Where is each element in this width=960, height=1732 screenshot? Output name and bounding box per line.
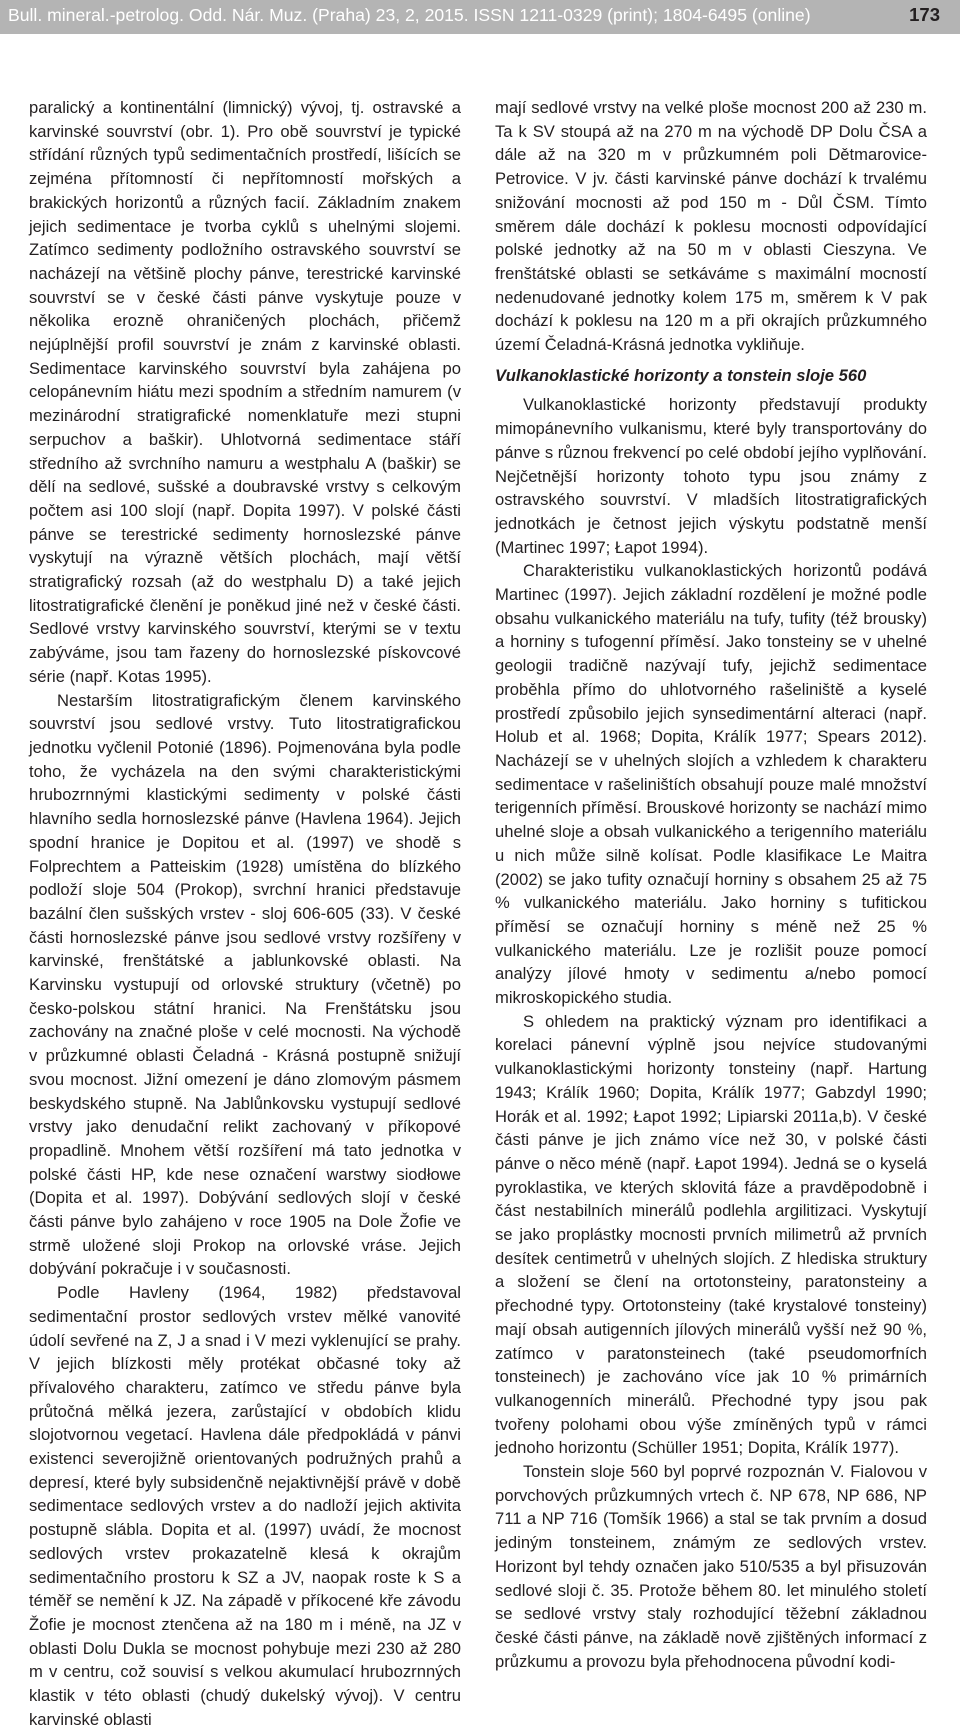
paragraph: mají sedlové vrstvy na velké ploše mocnost 200 až 230 m. Ta k SV stoupá až na 270 m na východě DP Dolu ČSA a dále až na 320 m v průzkumném poli Dětmarovice-Petrovice. V jv. části karvinské pánve dochází k trvalému snižování mocnosti až pod 150 m - Důl ČSM. Tímto směrem dále dochází k poklesu mocnosti odpovídající polské jednotky až na 50 m v oblasti Cieszyna. Ve frenštátské oblasti se setkáváme s maximální mocností nedenudované jednotky kolem 175 m, směrem k V pak dochází k poklesu na 120 m a při okrajích průzkumného území Čeladná-Krásná jednotka vykliňuje.: [495, 98, 927, 355]
paragraph: Nestarším litostratigrafickým členem karvinského souvrství jsou sedlové vrstvy. Tuto litostratigrafickou jednotku vyčlenil Potonié (1896). Pojmenována byla podle toho, že vycházela na den svými charakteristickými hrubozrnnými klastickými sedimenty v polské části hlavního sedla hornoslezské pánve (Havlena 1964). Jejich spodní hranice je Dopitou et al. (1997) ve shodě s Folprechtem a Patteiskim (1928) umístěna do blízkého podloží sloje 504 (Prokop), svrchní hranici představuje bazální člen sušských vrstev - sloj 606-605 (33). V české části hornoslezské pánve jsou sedlové vrstvy rozšířeny v karvinské, frenštátské a jablunkovské oblasti. Na Karvinsku vystupují od orlovské struktury (včetně) po česko-polskou státní hranici. Na Frenštátsku jsou zachovány na značné ploše v celé mocnosti. Na východě v průzkumné oblasti Čeladná - Krásná postupně snižují svou mocnost. Jižní omezení je dáno zlomovým pásmem beskydského stupně. Na Jablůnkovsku vystupují sedlové vrstvy jako denudační relikt zachovaný v příkopové propadlině. Mnohem větší rozšíření má tato jednotka v polské části HP, kde nese označení warstwy siodłowe (Dopita et al. 1997). Dobývání sedlových slojí v české části pánve bylo zahájeno v roce 1905 na Dole Žofie ve strmě uložené sloji Prokop na orlovské vrásе. Jejich dobývání pokračuje i v současnosti.: [29, 690, 461, 1279]
journal-header-bar: [0, 0, 960, 34]
journal-citation: Bull. mineral.-petrolog. Odd. Nár. Muz. (Praha) 23, 2, 2015. ISSN 1211-0329 (print); 1804-6495 (online): [8, 5, 811, 25]
paragraph: Vulkanoklastické horizonty představují produkty mimopánevního vulkanismu, které byly transportovány do pánve s různou frekvencí po celé období jejího vyplňování. Nejčetnější horizonty tohoto typu jsou známy z ostravského souvrství. V mladších litostratigrafických jednotkách je četnost jejich výskytu podstatně menší (Martinec 1997; Łapot 1994).: [495, 395, 927, 557]
paragraph: Tonstein sloje 560 byl poprvé rozpoznán V. Fialovou v porvchových průzkumných vrtech č. NP 678, NP 686, NP 711 a NP 716 (Tomšík 1966) a stal se tak prvním a dosud jediným tonsteinem, známým ze sedlových vrstev. Horizont byl tehdy označen jako 510/535 a byl přisuzován sedlové sloji č. 35. Protože během 80. let minulého století se sedlové vrstvy staly rozhodující těžební základnou české části pánve, na základě nově zjištěných informací z průzkumu a provozu byla přehodnocena původní kodi-: [495, 1462, 927, 1671]
left-column: [29, 96, 461, 1732]
right-column: [495, 96, 927, 1673]
paragraph: paralický a kontinentální (limnický) vývoj, tj. ostravské a karvinské souvrství (obr. 1). Pro obě souvrství je typické střídání různých typů sedimentačních prostředí, lišících se zejména přítomností či nepřítomností mořských a brakických horizontů a různých facií. Základním znakem jejich sedimentace je tvorba cyklů s uhelnými slojemi. Zatímco sedimenty podložního ostravského souvrství se nacházejí na většině plochy pánve, terestrické karvinské souvrství se v české části pánve vyskytuje pouze v několika erozně ohraničených plochách, přičemž nejúplnější profil souvrství je znám z karvinské oblasti. Sedimentace karvinského souvrství byla zahájena po celopánevním hiátu mezi spodním a středním namurem (v mezinárodní stratigrafické nomenklatuře mezi stupni serpuchov a baškir). Uhlotvorná sedimentace stáří středního až svrchního namuru a westphalu A (baškir) se dělí na sedlové, sušské a doubravské vrstvy s celkovým počtem asi 100 slojí (např. Dopita 1997). V polské části pánve se terestrické sedimenty hornoslezské pánve vyskytují na výrazně větších plochách, mají větší stratigrafický rozsah (až do westphalu D) a také jejich litostratigrafické členění je poněkud jiné než v české části. Sedlové vrstvy karvinského souvrství, kterými se v textu zabýváme, jsou tam řazeny do hornoslezské pískovcové série (např. Kotas 1995).: [29, 98, 461, 686]
paragraph: Charakteristiku vulkanoklastických horizontů podává Martinec (1997). Jejich základní rozdělení je možné podle obsahu vulkanického materiálu na tufy, tufity (též brousky) a horniny s tufogenní příměsí. Jako tonsteiny se v uhelné geologii tradičně nazývají tufy, jejichž sedimentace proběhla přímo do uhlotvorného rašeliniště a kyselé prostředí způsobilo jejich synsedimentární alteraci (např. Holub et al. 1968; Dopita, Králík 1977; Spears 2012). Nacházejí se v uhelných slojích a vzhledem k charakteru sedimentace v rašeliništích obsahují pouze malé množství terigenních příměsí. Brouskové horizonty se nachází mimo uhelné sloje a obsah vulkanického a terigenního materiálu u nich může silně kolísat. Podle klasifikace Le Maitra (2002) se jako tufity označují horniny s obsahem 25 až 75 % vulkanického materiálu. Jako horniny s tufitickou příměsí se označují horniny s méně než 25 % vulkanického materiálu. Lze je rozlišit pouze pomocí analýzy jílové hmoty v sedimentu a/nebo pomocí mikroskopického studia.: [495, 561, 927, 1008]
section-heading: Vulkanoklastické horizonty a tonstein sloje 560: [495, 365, 867, 385]
paragraph: S ohledem na praktický význam pro identifikaci a korelaci pánevní výplně jsou nejvíce studovanými vulkanoklastickými horizonty tonsteiny (např. Hartung 1943; Králík 1960; Dopita, Králík 1977; Gabzdyl 1990; Horák et al. 1992; Łapot 1992; Lipiarski 2011a,b). V české části pánve je jich známo více než 30, v polské části pánve o něco méně (např. Łapot 1994). Jedná se o kyselá pyroklastika, ve kterých sklovitá fáze a pravděpodobně i část nestabilních minerálů podlehla argilitizaci. Vyskytují se jako proplástky mocnosti prvních milimetrů až prvních desítek centimetrů v uhelných slojích. Z hlediska struktury a složení se člení na ortotonsteiny, paratonsteiny a přechodné typy. Ortotonsteiny (také krystalové tonsteiny) mají obsah autigenních jílových minerálů vyšší než 90 %, zatímco v paratonsteinech (také pseudomorfních tonsteinech) je zachováno více jak 10 % primárních vulkanogenních minerálů. Přechodné typy jsou pak tvořeny polohami obou výše zmíněných typů v rámci jednoho horizontu (Schüller 1951; Dopita, Králík 1977).: [495, 1011, 927, 1458]
paragraph: Podle Havleny (1964, 1982) představoval sedimentační prostor sedlových vrstev mělké vanovité údolí sevřené na Z, J a snad i V mezi vyklenující se prahy. V jejich blízkosti měly protékat občasné toky až přívalového charakteru, zatímco ve středu pánve byla průtočná mělká jezera, zarůstající v obdobích klidu slojotvornou vegetací. Havlena dále předpokládá v pánvi existenci severojižně orientovaných podružných prahů a depresí, které byly subsidenčně nejaktivnější právě v době sedimentace sedlových vrstev a do nadloží jejich aktivita postupně slábla. Dopita et al. (1997) uvádí, že mocnost sedlových vrstev prokazatelně klesá k okrajům sedimentačního prostoru k SZ a JV, naopak roste k S a téměř se nemění k JZ. Na západě v příkocené kře závodu Žofie je mocnost ztenčena až na 180 m i méně, na JZ v oblasti Dolu Dukla se mocnost pohybuje mezi 230 až 280 m v centru, což souvisí s velkou akumulací hrubozrnných klastik v této oblasti (chudý dukelský vývoj). V centru karvinské oblasti: [29, 1283, 461, 1729]
page-number: 173: [909, 4, 940, 25]
